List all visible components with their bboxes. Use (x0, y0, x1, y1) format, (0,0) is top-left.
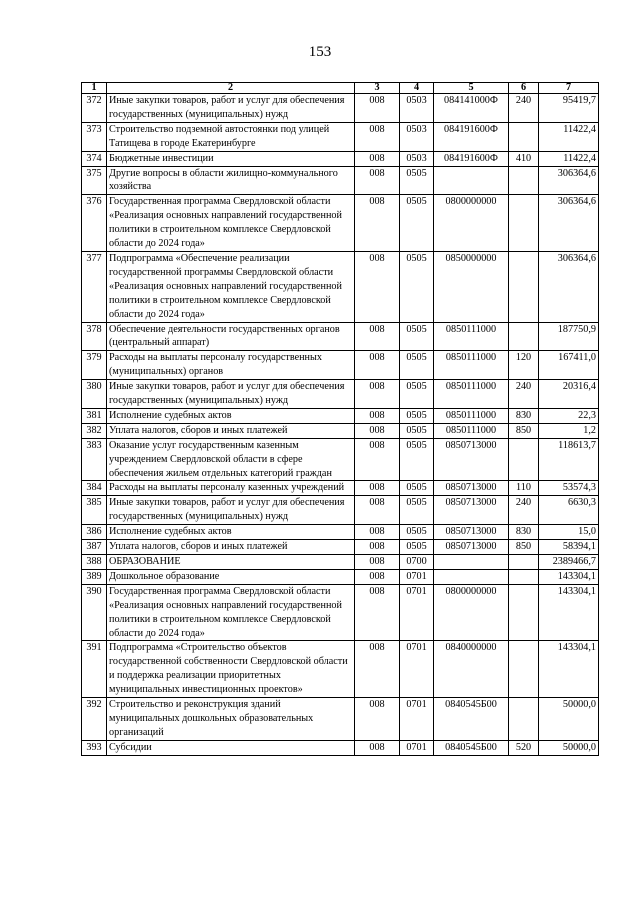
amount: 306364,6 (539, 251, 599, 322)
target-code (434, 166, 509, 195)
section-code: 0505 (400, 351, 434, 380)
expense-type-code (509, 166, 539, 195)
section-code: 0505 (400, 408, 434, 423)
ministry-code: 008 (355, 540, 400, 555)
section-code: 0505 (400, 322, 434, 351)
item-name: Иные закупки товаров, работ и услуг для обеспечения государственных (муниципальных) нужд (107, 380, 355, 409)
row-number: 376 (82, 195, 107, 252)
expense-type-code (509, 698, 539, 741)
amount: 1,2 (539, 423, 599, 438)
section-code: 0505 (400, 540, 434, 555)
section-code: 0701 (400, 740, 434, 755)
table-row (82, 496, 599, 525)
section-code: 0505 (400, 525, 434, 540)
target-code: 0840000000 (434, 641, 509, 698)
target-code: 0800000000 (434, 584, 509, 641)
target-code: 084141000Ф (434, 94, 509, 123)
ministry-code: 008 (355, 481, 400, 496)
amount: 53574,3 (539, 481, 599, 496)
column-header: 7 (539, 83, 599, 94)
section-code: 0503 (400, 151, 434, 166)
row-number: 385 (82, 496, 107, 525)
expense-type-code (509, 251, 539, 322)
table-row (82, 408, 599, 423)
ministry-code: 008 (355, 525, 400, 540)
ministry-code: 008 (355, 641, 400, 698)
section-code: 0701 (400, 698, 434, 741)
table-row (82, 740, 599, 755)
item-name: Бюджетные инвестиции (107, 151, 355, 166)
table-row (82, 423, 599, 438)
row-number: 375 (82, 166, 107, 195)
ministry-code: 008 (355, 380, 400, 409)
table-row (82, 584, 599, 641)
row-number: 386 (82, 525, 107, 540)
target-code: 0850713000 (434, 438, 509, 481)
amount: 118613,7 (539, 438, 599, 481)
section-code: 0505 (400, 438, 434, 481)
section-code: 0505 (400, 496, 434, 525)
section-code: 0505 (400, 166, 434, 195)
amount: 50000,0 (539, 740, 599, 755)
table-row (82, 438, 599, 481)
table-row (82, 166, 599, 195)
table-row (82, 351, 599, 380)
ministry-code: 008 (355, 408, 400, 423)
amount: 11422,4 (539, 151, 599, 166)
table-header-row (82, 83, 599, 94)
ministry-code: 008 (355, 584, 400, 641)
amount: 167411,0 (539, 351, 599, 380)
ministry-code: 008 (355, 438, 400, 481)
row-number: 381 (82, 408, 107, 423)
amount: 6630,3 (539, 496, 599, 525)
table-row (82, 94, 599, 123)
section-code: 0701 (400, 569, 434, 584)
amount: 143304,1 (539, 569, 599, 584)
expense-type-code (509, 195, 539, 252)
item-name: Расходы на выплаты персоналу казенных учреждений (107, 481, 355, 496)
row-number: 390 (82, 584, 107, 641)
target-code: 0850111000 (434, 322, 509, 351)
expense-type-code (509, 641, 539, 698)
table-row (82, 641, 599, 698)
ministry-code: 008 (355, 555, 400, 570)
expense-type-code (509, 438, 539, 481)
amount: 306364,6 (539, 195, 599, 252)
table-row (82, 698, 599, 741)
expense-type-code: 830 (509, 408, 539, 423)
row-number: 380 (82, 380, 107, 409)
item-name: Субсидии (107, 740, 355, 755)
table-row (82, 122, 599, 151)
table-body (82, 94, 599, 756)
item-name: Другие вопросы в области жилищно-коммунального хозяйства (107, 166, 355, 195)
ministry-code: 008 (355, 569, 400, 584)
row-number: 387 (82, 540, 107, 555)
section-code: 0503 (400, 122, 434, 151)
expense-type-code: 830 (509, 525, 539, 540)
ministry-code: 008 (355, 122, 400, 151)
target-code: 0840545Б00 (434, 698, 509, 741)
expense-type-code: 240 (509, 496, 539, 525)
amount: 187750,9 (539, 322, 599, 351)
target-code: 0850111000 (434, 423, 509, 438)
amount: 2389466,7 (539, 555, 599, 570)
row-number: 392 (82, 698, 107, 741)
row-number: 377 (82, 251, 107, 322)
section-code: 0505 (400, 481, 434, 496)
section-code: 0701 (400, 584, 434, 641)
row-number: 378 (82, 322, 107, 351)
target-code (434, 555, 509, 570)
target-code: 0850000000 (434, 251, 509, 322)
amount: 143304,1 (539, 584, 599, 641)
column-header: 6 (509, 83, 539, 94)
item-name: Дошкольное образование (107, 569, 355, 584)
item-name: Строительство подземной автостоянки под улицей Татищева в городе Екатеринбурге (107, 122, 355, 151)
expense-type-code: 850 (509, 540, 539, 555)
item-name: Иные закупки товаров, работ и услуг для обеспечения государственных (муниципальных) нужд (107, 496, 355, 525)
ministry-code: 008 (355, 251, 400, 322)
expense-type-code: 240 (509, 94, 539, 123)
expense-type-code: 120 (509, 351, 539, 380)
amount: 306364,6 (539, 166, 599, 195)
item-name: Иные закупки товаров, работ и услуг для обеспечения государственных (муниципальных) нужд (107, 94, 355, 123)
item-name: ОБРАЗОВАНИЕ (107, 555, 355, 570)
amount: 20316,4 (539, 380, 599, 409)
item-name: Государственная программа Свердловской области «Реализация основных направлений государственной политики в строительном комплексе Свердловской области до 2024 года» (107, 195, 355, 252)
item-name: Подпрограмма «Строительство объектов государственной собственности Свердловской области и поддержка реализации приоритетных муниципальных инвестиционных проектов» (107, 641, 355, 698)
item-name: Оказание услуг государственным казенным учреждением Свердловской области в сфере обеспечения жильем отдельных категорий граждан (107, 438, 355, 481)
ministry-code: 008 (355, 166, 400, 195)
amount: 143304,1 (539, 641, 599, 698)
ministry-code: 008 (355, 151, 400, 166)
amount: 50000,0 (539, 698, 599, 741)
table-row (82, 540, 599, 555)
amount: 58394,1 (539, 540, 599, 555)
section-code: 0505 (400, 423, 434, 438)
expense-type-code: 850 (509, 423, 539, 438)
target-code: 0850713000 (434, 481, 509, 496)
section-code: 0505 (400, 380, 434, 409)
expense-type-code: 240 (509, 380, 539, 409)
row-number: 373 (82, 122, 107, 151)
row-number: 393 (82, 740, 107, 755)
page-number: 153 (308, 44, 332, 60)
table-row (82, 525, 599, 540)
item-name: Исполнение судебных актов (107, 525, 355, 540)
row-number: 391 (82, 641, 107, 698)
section-code: 0505 (400, 251, 434, 322)
expense-type-code (509, 555, 539, 570)
item-name: Государственная программа Свердловской области «Реализация основных направлений государственной политики в строительном комплексе Свердловской области до 2024 года» (107, 584, 355, 641)
table-row (82, 251, 599, 322)
section-code: 0503 (400, 94, 434, 123)
ministry-code: 008 (355, 195, 400, 252)
target-code: 0840545Б00 (434, 740, 509, 755)
budget-table (81, 82, 599, 756)
row-number: 374 (82, 151, 107, 166)
table-row (82, 481, 599, 496)
item-name: Обеспечение деятельности государственных органов (центральный аппарат) (107, 322, 355, 351)
amount: 95419,7 (539, 94, 599, 123)
item-name: Подпрограмма «Обеспечение реализации государственной программы Свердловской области «Реализация основных направлений государственной политики в строительном комплексе Свердловской области до 2024 года» (107, 251, 355, 322)
table-row (82, 380, 599, 409)
ministry-code: 008 (355, 740, 400, 755)
row-number: 388 (82, 555, 107, 570)
ministry-code: 008 (355, 351, 400, 380)
expense-type-code: 110 (509, 481, 539, 496)
ministry-code: 008 (355, 423, 400, 438)
section-code: 0700 (400, 555, 434, 570)
target-code: 0850713000 (434, 540, 509, 555)
section-code: 0505 (400, 195, 434, 252)
amount: 11422,4 (539, 122, 599, 151)
column-header: 4 (400, 83, 434, 94)
target-code: 0850713000 (434, 496, 509, 525)
target-code (434, 569, 509, 584)
table-row (82, 195, 599, 252)
item-name: Уплата налогов, сборов и иных платежей (107, 423, 355, 438)
target-code: 0850713000 (434, 525, 509, 540)
ministry-code: 008 (355, 322, 400, 351)
expense-type-code (509, 322, 539, 351)
expense-type-code (509, 122, 539, 151)
column-header: 3 (355, 83, 400, 94)
column-header: 5 (434, 83, 509, 94)
row-number: 384 (82, 481, 107, 496)
item-name: Расходы на выплаты персоналу государственных (муниципальных) органов (107, 351, 355, 380)
table-row (82, 151, 599, 166)
target-code: 0850111000 (434, 408, 509, 423)
row-number: 372 (82, 94, 107, 123)
item-name: Строительство и реконструкция зданий муниципальных дошкольных образовательных организаций (107, 698, 355, 741)
column-header: 2 (107, 83, 355, 94)
section-code: 0701 (400, 641, 434, 698)
table-row (82, 569, 599, 584)
target-code: 0800000000 (434, 195, 509, 252)
item-name: Исполнение судебных актов (107, 408, 355, 423)
row-number: 379 (82, 351, 107, 380)
target-code: 0850111000 (434, 380, 509, 409)
ministry-code: 008 (355, 496, 400, 525)
ministry-code: 008 (355, 94, 400, 123)
target-code: 084191600Ф (434, 122, 509, 151)
ministry-code: 008 (355, 698, 400, 741)
amount: 22,3 (539, 408, 599, 423)
expense-type-code (509, 569, 539, 584)
table-row (82, 322, 599, 351)
table-row (82, 555, 599, 570)
target-code: 0850111000 (434, 351, 509, 380)
expense-type-code: 410 (509, 151, 539, 166)
row-number: 383 (82, 438, 107, 481)
expense-type-code: 520 (509, 740, 539, 755)
item-name: Уплата налогов, сборов и иных платежей (107, 540, 355, 555)
expense-type-code (509, 584, 539, 641)
target-code: 084191600Ф (434, 151, 509, 166)
row-number: 382 (82, 423, 107, 438)
amount: 15,0 (539, 525, 599, 540)
row-number: 389 (82, 569, 107, 584)
column-header: 1 (82, 83, 107, 94)
